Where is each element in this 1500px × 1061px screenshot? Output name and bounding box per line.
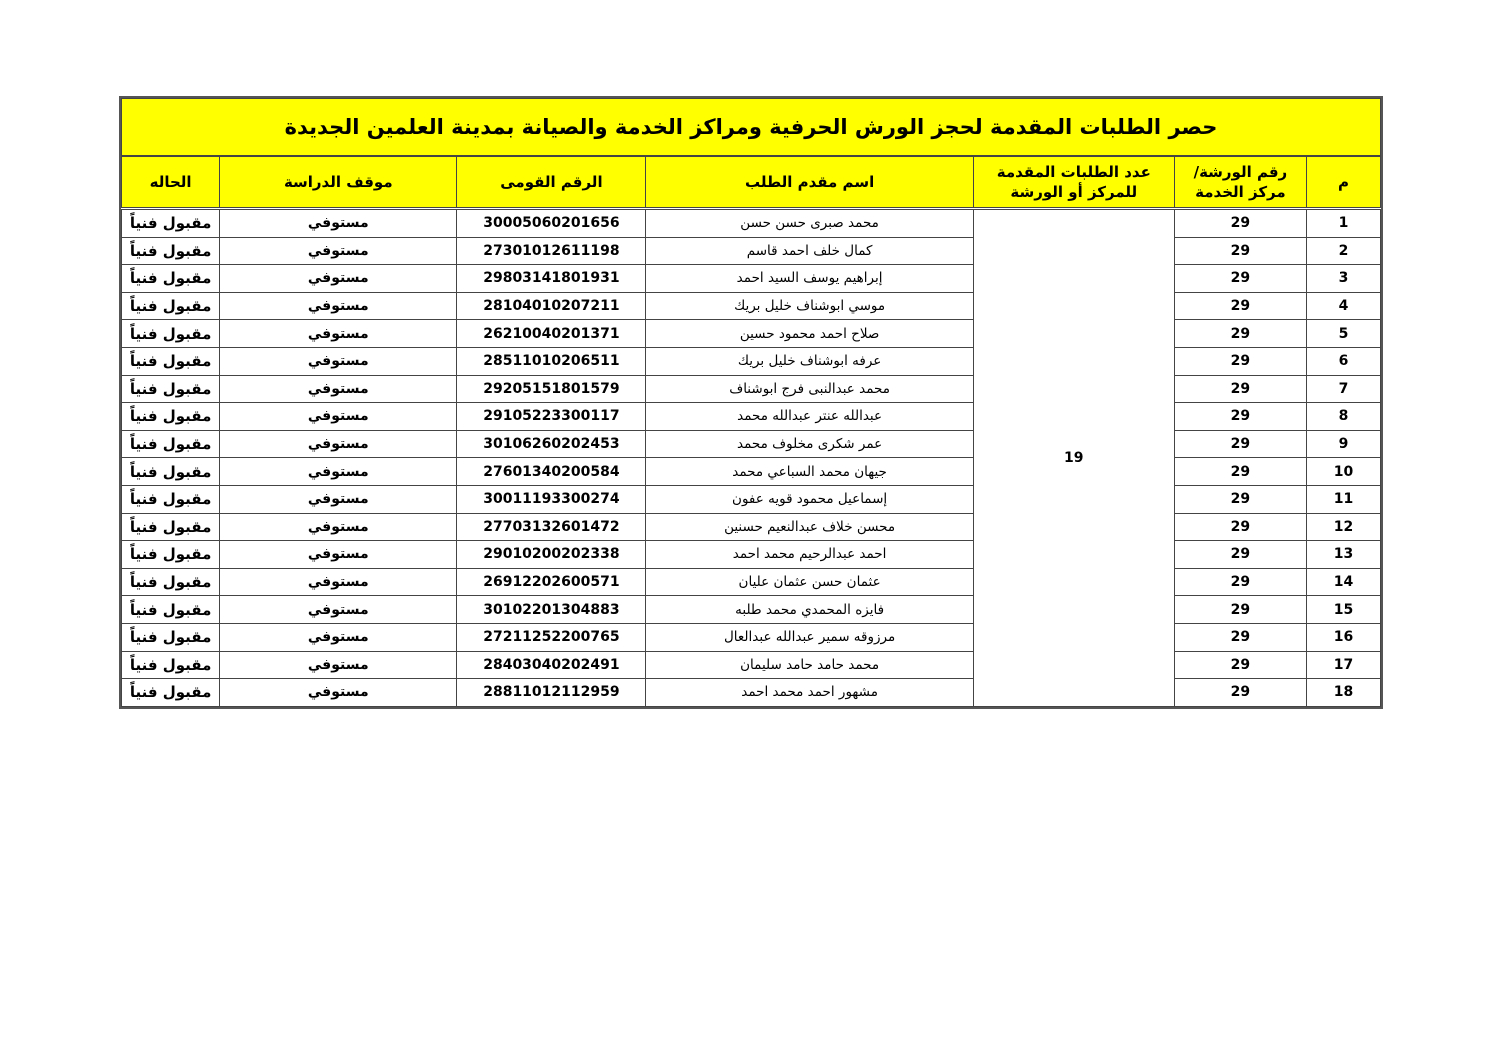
row-status: مقبول فنياً bbox=[122, 568, 220, 596]
row-applicant: محمد حامد حامد سليمان bbox=[646, 651, 973, 679]
row-workshop: 29 bbox=[1174, 596, 1306, 624]
row-status: مقبول فنياً bbox=[122, 347, 220, 375]
row-workshop: 29 bbox=[1174, 430, 1306, 458]
row-index: 11 bbox=[1306, 485, 1380, 513]
header-status: الحاله bbox=[122, 156, 220, 209]
table-row bbox=[122, 403, 1381, 431]
table-row bbox=[122, 541, 1381, 569]
row-study-status: مستوفي bbox=[220, 292, 457, 320]
table-row bbox=[122, 430, 1381, 458]
row-applicant: محمد عبدالنبى فرج ابوشناف bbox=[646, 375, 973, 403]
row-applicant: إسماعيل محمود قويه عفون bbox=[646, 485, 973, 513]
row-national-id: 30106260202453 bbox=[457, 430, 646, 458]
row-national-id: 26912202600571 bbox=[457, 568, 646, 596]
row-workshop: 29 bbox=[1174, 623, 1306, 651]
row-applicant: عمر شكرى مخلوف محمد bbox=[646, 430, 973, 458]
row-index: 3 bbox=[1306, 265, 1380, 293]
row-study-status: مستوفي bbox=[220, 320, 457, 348]
row-applicant: عرفه ابوشناف خليل بريك bbox=[646, 347, 973, 375]
table-row bbox=[122, 679, 1381, 707]
header-row bbox=[122, 156, 1381, 209]
row-study-status: مستوفي bbox=[220, 430, 457, 458]
row-national-id: 28811012112959 bbox=[457, 679, 646, 707]
header-requests-count: عدد الطلبات المقدمة للمركز أو الورشة bbox=[973, 156, 1174, 209]
row-status: مقبول فنياً bbox=[122, 679, 220, 707]
table-row bbox=[122, 347, 1381, 375]
row-study-status: مستوفي bbox=[220, 568, 457, 596]
row-index: 5 bbox=[1306, 320, 1380, 348]
row-status: مقبول فنياً bbox=[122, 596, 220, 624]
row-index: 12 bbox=[1306, 513, 1380, 541]
table-row bbox=[122, 623, 1381, 651]
row-applicant: موسي ابوشناف خليل بريك bbox=[646, 292, 973, 320]
row-status: مقبول فنياً bbox=[122, 403, 220, 431]
row-index: 8 bbox=[1306, 403, 1380, 431]
row-study-status: مستوفي bbox=[220, 347, 457, 375]
row-study-status: مستوفي bbox=[220, 513, 457, 541]
row-status: مقبول فنياً bbox=[122, 623, 220, 651]
table-row bbox=[122, 568, 1381, 596]
row-applicant: محمد صبرى حسن حسن bbox=[646, 209, 973, 238]
row-status: مقبول فنياً bbox=[122, 651, 220, 679]
row-applicant: احمد عبدالرحيم محمد احمد bbox=[646, 541, 973, 569]
row-national-id: 30102201304883 bbox=[457, 596, 646, 624]
row-index: 13 bbox=[1306, 541, 1380, 569]
row-applicant: إبراهيم يوسف السيد احمد bbox=[646, 265, 973, 293]
row-workshop: 29 bbox=[1174, 679, 1306, 707]
row-index: 4 bbox=[1306, 292, 1380, 320]
row-index: 14 bbox=[1306, 568, 1380, 596]
row-workshop: 29 bbox=[1174, 541, 1306, 569]
row-applicant: مرزوقه سمير عبدالله عبدالعال bbox=[646, 623, 973, 651]
row-national-id: 29803141801931 bbox=[457, 265, 646, 293]
row-workshop: 29 bbox=[1174, 513, 1306, 541]
table-row bbox=[122, 292, 1381, 320]
row-national-id: 28104010207211 bbox=[457, 292, 646, 320]
row-study-status: مستوفي bbox=[220, 375, 457, 403]
row-study-status: مستوفي bbox=[220, 237, 457, 265]
title-row bbox=[122, 99, 1381, 157]
row-status: مقبول فنياً bbox=[122, 265, 220, 293]
row-study-status: مستوفي bbox=[220, 403, 457, 431]
row-applicant: عثمان حسن عثمان عليان bbox=[646, 568, 973, 596]
row-workshop: 29 bbox=[1174, 347, 1306, 375]
row-applicant: جيهان محمد السباعي محمد bbox=[646, 458, 973, 486]
row-workshop: 29 bbox=[1174, 458, 1306, 486]
row-status: مقبول فنياً bbox=[122, 513, 220, 541]
row-status: مقبول فنياً bbox=[122, 485, 220, 513]
row-study-status: مستوفي bbox=[220, 458, 457, 486]
row-applicant: كمال خلف احمد قاسم bbox=[646, 237, 973, 265]
page-title: حصر الطلبات المقدمة لحجز الورش الحرفية ومراكز الخدمة والصيانة بمدينة العلمين الجديدة bbox=[122, 99, 1381, 157]
row-applicant: مشهور احمد محمد احمد bbox=[646, 679, 973, 707]
table-row bbox=[122, 651, 1381, 679]
row-applicant: محسن خلاف عبدالنعيم حسنين bbox=[646, 513, 973, 541]
row-index: 7 bbox=[1306, 375, 1380, 403]
row-national-id: 27703132601472 bbox=[457, 513, 646, 541]
row-national-id: 29205151801579 bbox=[457, 375, 646, 403]
row-workshop: 29 bbox=[1174, 320, 1306, 348]
row-national-id: 30005060201656 bbox=[457, 209, 646, 238]
table-row bbox=[122, 375, 1381, 403]
row-index: 18 bbox=[1306, 679, 1380, 707]
row-status: مقبول فنياً bbox=[122, 237, 220, 265]
row-status: مقبول فنياً bbox=[122, 458, 220, 486]
row-workshop: 29 bbox=[1174, 209, 1306, 238]
table-row bbox=[122, 265, 1381, 293]
row-study-status: مستوفي bbox=[220, 623, 457, 651]
row-workshop: 29 bbox=[1174, 265, 1306, 293]
row-national-id: 27301012611198 bbox=[457, 237, 646, 265]
row-index: 2 bbox=[1306, 237, 1380, 265]
row-status: مقبول فنياً bbox=[122, 292, 220, 320]
row-index: 1 bbox=[1306, 209, 1380, 238]
row-national-id: 29105223300117 bbox=[457, 403, 646, 431]
header-national-id: الرقم القومى bbox=[457, 156, 646, 209]
row-study-status: مستوفي bbox=[220, 265, 457, 293]
requests-sheet bbox=[119, 96, 1383, 709]
table-row bbox=[122, 485, 1381, 513]
requests-table bbox=[121, 98, 1381, 707]
row-index: 17 bbox=[1306, 651, 1380, 679]
row-national-id: 28511010206511 bbox=[457, 347, 646, 375]
row-national-id: 28403040202491 bbox=[457, 651, 646, 679]
table-row bbox=[122, 513, 1381, 541]
row-national-id: 30011193300274 bbox=[457, 485, 646, 513]
row-workshop: 29 bbox=[1174, 292, 1306, 320]
row-index: 16 bbox=[1306, 623, 1380, 651]
row-national-id: 27211252200765 bbox=[457, 623, 646, 651]
row-workshop: 29 bbox=[1174, 403, 1306, 431]
row-status: مقبول فنياً bbox=[122, 430, 220, 458]
row-study-status: مستوفي bbox=[220, 596, 457, 624]
row-workshop: 29 bbox=[1174, 651, 1306, 679]
row-status: مقبول فنياً bbox=[122, 541, 220, 569]
row-index: 6 bbox=[1306, 347, 1380, 375]
row-status: مقبول فنياً bbox=[122, 209, 220, 238]
table-row bbox=[122, 320, 1381, 348]
table-body bbox=[122, 209, 1381, 707]
row-applicant: عبدالله عنتر عبدالله محمد bbox=[646, 403, 973, 431]
requests-count-cell: 19 bbox=[973, 209, 1174, 707]
row-national-id: 29010200202338 bbox=[457, 541, 646, 569]
row-national-id: 27601340200584 bbox=[457, 458, 646, 486]
row-study-status: مستوفي bbox=[220, 679, 457, 707]
header-index: م bbox=[1306, 156, 1380, 209]
table-row bbox=[122, 237, 1381, 265]
row-study-status: مستوفي bbox=[220, 651, 457, 679]
row-workshop: 29 bbox=[1174, 237, 1306, 265]
table-row bbox=[122, 209, 1381, 238]
row-status: مقبول فنياً bbox=[122, 320, 220, 348]
row-index: 9 bbox=[1306, 430, 1380, 458]
row-workshop: 29 bbox=[1174, 485, 1306, 513]
row-workshop: 29 bbox=[1174, 568, 1306, 596]
row-status: مقبول فنياً bbox=[122, 375, 220, 403]
table-row bbox=[122, 596, 1381, 624]
header-workshop: رقم الورشة/ مركز الخدمة bbox=[1174, 156, 1306, 209]
header-study-status: موقف الدراسة bbox=[220, 156, 457, 209]
header-applicant: اسم مقدم الطلب bbox=[646, 156, 973, 209]
row-applicant: صلاح احمد محمود حسين bbox=[646, 320, 973, 348]
row-study-status: مستوفي bbox=[220, 485, 457, 513]
row-index: 10 bbox=[1306, 458, 1380, 486]
row-study-status: مستوفي bbox=[220, 209, 457, 238]
row-applicant: فايزه المحمدي محمد طلبه bbox=[646, 596, 973, 624]
row-study-status: مستوفي bbox=[220, 541, 457, 569]
row-national-id: 26210040201371 bbox=[457, 320, 646, 348]
row-workshop: 29 bbox=[1174, 375, 1306, 403]
table-row bbox=[122, 458, 1381, 486]
row-index: 15 bbox=[1306, 596, 1380, 624]
